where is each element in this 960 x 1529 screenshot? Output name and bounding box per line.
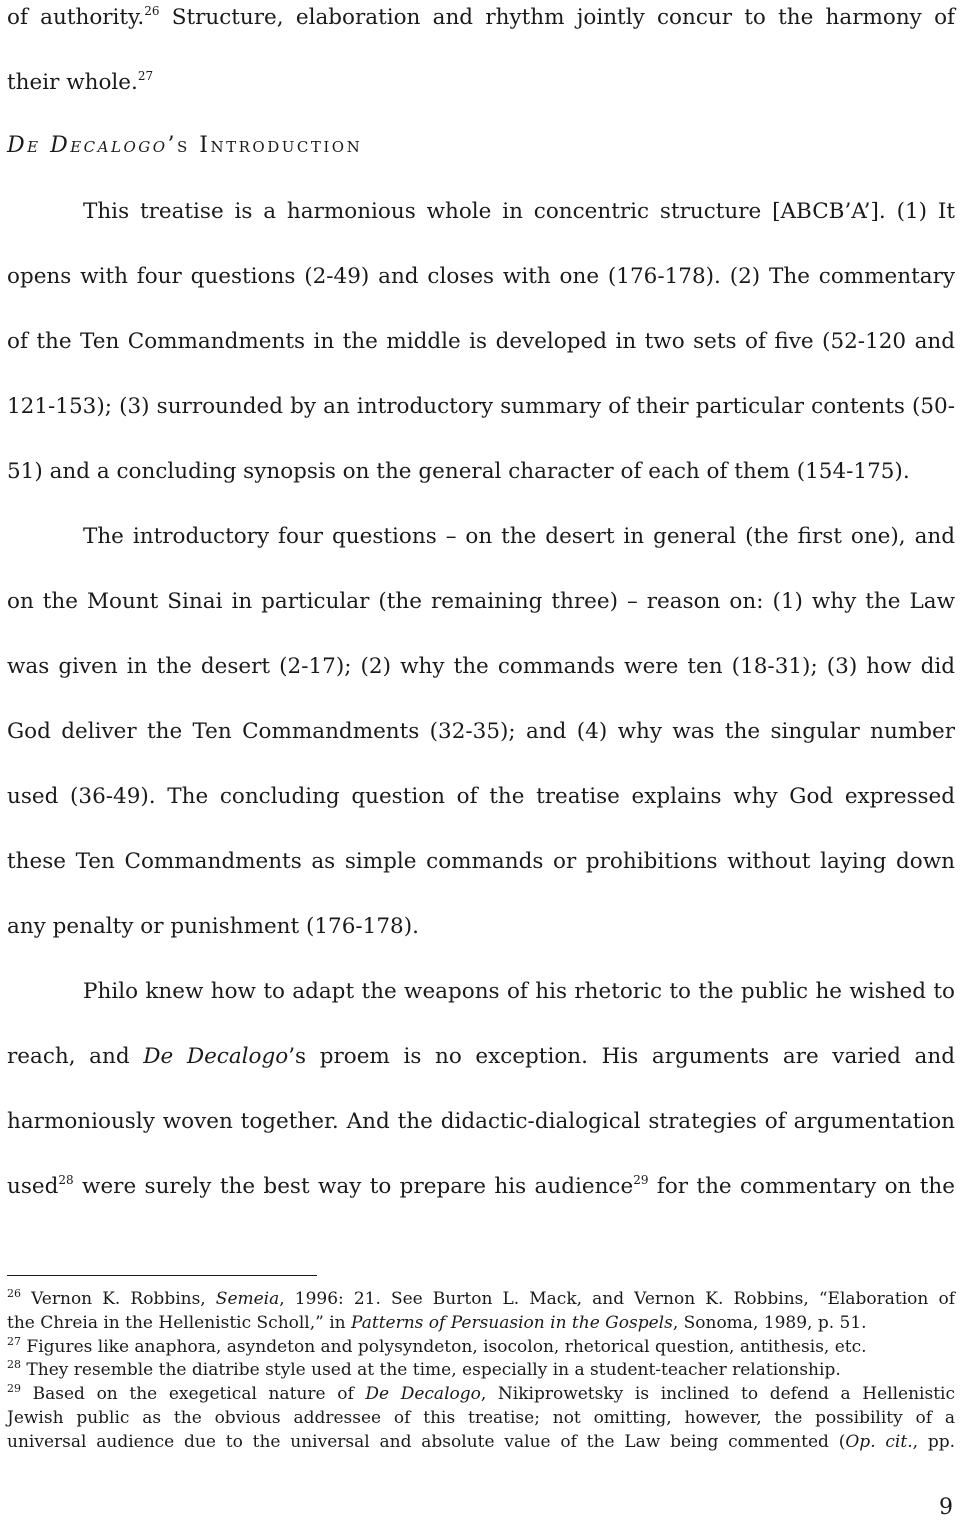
body-line: of the Ten Commandments in the middle is developed in two sets of five (52-120 and (7, 329, 955, 354)
footnote-ref-29[interactable]: 29 (633, 1173, 649, 1187)
footnote-29-cont: Jewish public as the obvious addressee of this treatise; not omitting, however, the possibility of a (7, 1408, 955, 1428)
page-number: 9 (939, 1495, 953, 1520)
body-line: these Ten Commandments as simple commands or prohibitions without laying down (7, 849, 955, 874)
footnote-29-cont: universal audience due to the universal and absolute value of the Law being commented (Op. cit., pp. (7, 1432, 955, 1452)
footnote-ref-26[interactable]: 26 (144, 4, 160, 18)
body-line: any penalty or punishment (176-178). (7, 914, 419, 939)
body-line: harmoniously woven together. And the didactic-dialogical strategies of argumentation (7, 1109, 955, 1134)
footnote-26: $^{26}$ Vernon K. Robbins, Semeia, 1996: 21. See Burton L. Mack, and Vernon K. Robbins, “Elaboration of (7, 1287, 955, 1309)
footnote-26-cont: the Chreia in the Hellenistic Scholl,” in Patterns of Persuasion in the Gospels, Sonoma, 1989, p. 51. (7, 1313, 867, 1333)
body-line: Philo knew how to adapt the weapons of his rhetoric to the public he wished to (83, 979, 955, 1004)
body-line: used (36-49). The concluding question of the treatise explains why God expressed (7, 784, 955, 809)
footnote-ref-27[interactable]: 27 (137, 69, 154, 83)
body-line: on the Mount Sinai in particular (the remaining three) – reason on: (1) why the Law (7, 589, 955, 614)
body-line: reach, and De Decalogo’s proem is no exception. His arguments are varied and (7, 1044, 955, 1069)
body-line: 51) and a concluding synopsis on the general character of each of them (154-175). (7, 459, 910, 484)
section-heading: De Decalogo’s Introduction (7, 133, 363, 158)
footnote-29: $^{29}$ Based on the exegetical nature of De Decalogo, Nikiprowetsky is inclined to defend a Hellenistic (7, 1382, 955, 1404)
footnote-separator (7, 1275, 317, 1276)
body-line: was given in the desert (2-17); (2) why the commands were ten (18-31); (3) how did (7, 654, 955, 679)
body-line: 121-153); (3) surrounded by an introductory summary of their particular contents (50- (7, 394, 955, 419)
body-line: The introductory four questions – on the desert in general (the first one), and (83, 524, 955, 549)
footnote-28: $^{28}$ They resemble the diatribe style used at the time, especially in a student-teacher relationship. (7, 1358, 841, 1380)
body-line: of authority.$^{26}$ Structure, elaboration and rhythm jointly concur to the harmony of (7, 4, 955, 30)
body-line: This treatise is a harmonious whole in concentric structure [ABCB’A’]. (1) It (83, 199, 955, 224)
body-line: God deliver the Ten Commandments (32-35); and (4) why was the singular number (7, 719, 955, 744)
body-line: opens with four questions (2-49) and closes with one (176-178). (2) The commentary (7, 264, 955, 289)
footnote-27: $^{27}$ Figures like anaphora, asyndeton and polysyndeton, isocolon, rhetorical question, antithesis, etc. (7, 1335, 867, 1357)
footnote-ref-28[interactable]: 28 (58, 1173, 74, 1187)
body-line: their whole.$^{27}$ (7, 69, 154, 95)
body-line: used$^{28}$ were surely the best way to prepare his audience$^{29}$ for the commentary on the (7, 1173, 955, 1199)
